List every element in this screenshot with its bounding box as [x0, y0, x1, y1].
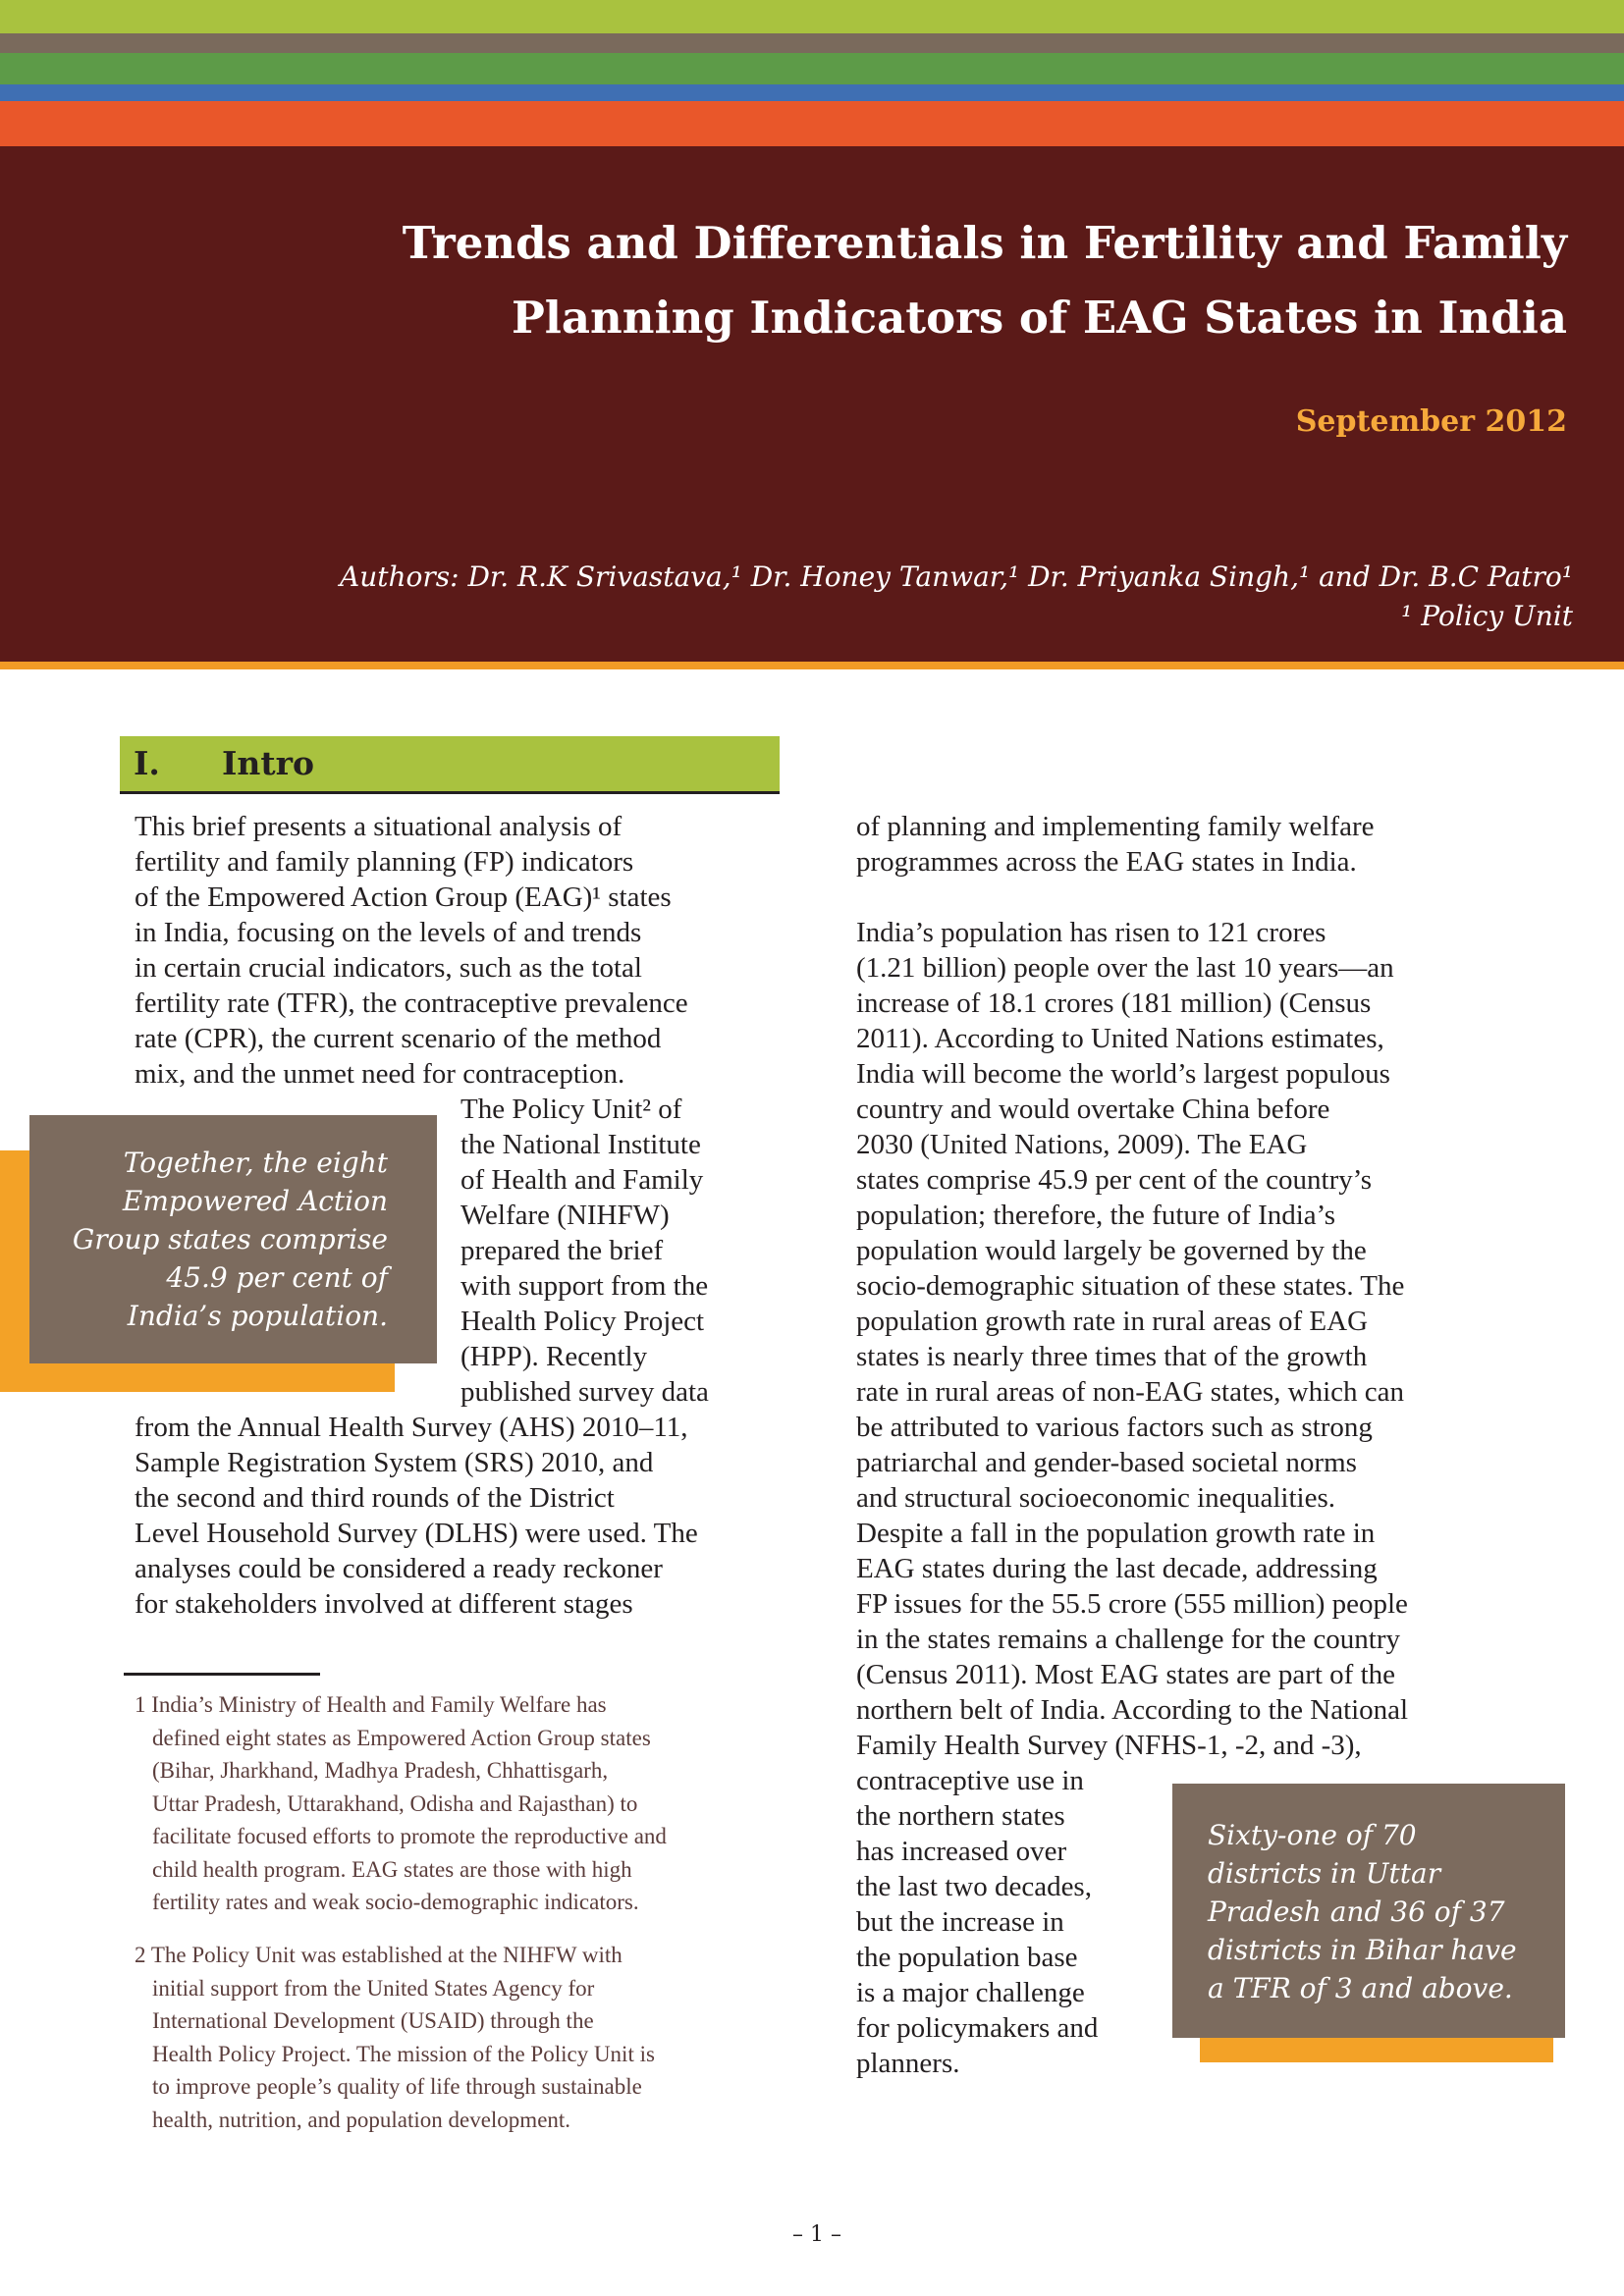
callout-right-line: districts in Uttar	[1208, 1857, 1441, 1890]
callout-left-line: Together, the eight	[123, 1147, 388, 1179]
authors-line: Authors: Dr. R.K Srivastava,¹ Dr. Honey Tanwar,¹ Dr. Priyanka Singh,¹ and Dr. B.C Patro¹	[339, 561, 1573, 593]
section-number: I.	[134, 744, 160, 782]
text-line: Health Policy Project	[460, 1306, 705, 1337]
text-line: population; therefore, the future of India’s	[856, 1200, 1336, 1231]
top-stripe-orange	[0, 101, 1624, 146]
section-heading	[120, 736, 780, 794]
text-line: for stakeholders involved at different stages	[135, 1588, 633, 1620]
text-line: in India, focusing on the levels of and trends	[135, 917, 642, 948]
text-line: 2030 (United Nations, 2009). The EAG	[856, 1129, 1308, 1160]
footnote-2	[135, 1939, 655, 2136]
text-line: the population base	[856, 1942, 1078, 1973]
text-line: and structural socioeconomic inequalities.	[856, 1482, 1336, 1514]
footnote-line: defined eight states as Empowered Action Group states	[152, 1725, 651, 1750]
text-line: in certain crucial indicators, such as the total	[135, 952, 642, 984]
text-line: FP issues for the 55.5 crore (555 million) people	[856, 1588, 1408, 1620]
top-stripe-brown	[0, 33, 1624, 53]
text-line: (HPP). Recently	[460, 1341, 648, 1372]
text-line: for policymakers and	[856, 2012, 1099, 2044]
text-line: 2011). According to United Nations estimates,	[856, 1023, 1384, 1054]
banner-divider	[0, 662, 1624, 669]
text-line: rate (CPR), the current scenario of the method	[135, 1023, 662, 1054]
text-line: Welfare (NIHFW)	[460, 1200, 670, 1231]
title-line-2: Planning Indicators of EAG States in India	[511, 292, 1567, 344]
text-line: from the Annual Health Survey (AHS) 2010–11,	[135, 1412, 688, 1443]
text-line: programmes across the EAG states in India.	[856, 846, 1357, 878]
callout-right-line: districts in Bihar have	[1208, 1934, 1517, 1966]
callout-left-line: India’s population.	[127, 1300, 388, 1332]
top-stripe-green-light	[0, 0, 1624, 33]
text-line: fertility and family planning (FP) indicators	[135, 846, 634, 878]
footnote-line: Uttar Pradesh, Uttarakhand, Odisha and Rajasthan) to	[152, 1790, 638, 1816]
text-line: India will become the world’s largest populous	[856, 1058, 1390, 1090]
top-stripe-blue	[0, 84, 1624, 101]
text-line: is a major challenge	[856, 1977, 1085, 2008]
text-line: contraceptive use in	[856, 1765, 1084, 1796]
text-line: be attributed to various factors such as strong	[856, 1412, 1373, 1443]
text-line: This brief presents a situational analysis of	[135, 811, 623, 842]
footnote-line: child health program. EAG states are those with high	[152, 1856, 632, 1882]
callout-right-line: Pradesh and 36 of 37	[1208, 1896, 1505, 1928]
text-line: in the states remains a challenge for the country	[856, 1624, 1401, 1655]
page-number: – 1 –	[792, 2222, 841, 2247]
callout-left	[29, 1115, 437, 1363]
footnote-line: (Bihar, Jharkhand, Madhya Pradesh, Chhattisgarh,	[152, 1758, 609, 1783]
callout-right-line: Sixty-one of 70	[1208, 1819, 1417, 1851]
text-line: published survey data	[460, 1376, 709, 1408]
intro-paragraph-1	[135, 809, 688, 1092]
text-line: the second and third rounds of the District	[135, 1482, 615, 1514]
text-line: states is nearly three times that of the growth	[856, 1341, 1368, 1372]
text-line: India’s population has risen to 121 crores	[856, 917, 1326, 948]
text-line: of the Empowered Action Group (EAG)¹ states	[135, 881, 672, 913]
text-line: the northern states	[856, 1800, 1065, 1832]
footnote-line: initial support from the United States Agency for	[152, 1975, 595, 2001]
callout-left-line: Empowered Action	[122, 1185, 388, 1217]
footnote-line: fertility rates and weak socio-demographic indicators.	[152, 1890, 639, 1914]
text-line: of planning and implementing family welfare	[856, 811, 1375, 842]
text-line: Family Health Survey (NFHS-1, -2, and -3),	[856, 1730, 1362, 1761]
text-line: EAG states during the last decade, addressing	[856, 1553, 1378, 1584]
footnote-line: health, nutrition, and population development.	[152, 2107, 571, 2132]
text-line: Level Household Survey (DLHS) were used. The	[135, 1518, 698, 1549]
text-line: increase of 18.1 crores (181 million) (Census	[856, 988, 1372, 1019]
text-line: rate in rural areas of non-EAG states, which can	[856, 1376, 1405, 1408]
callout-left-line: Group states comprise	[72, 1223, 388, 1255]
intro-paragraph-2-wrapped	[460, 1092, 709, 1410]
footnote-line: to improve people’s quality of life through sustainable	[152, 2074, 642, 2099]
col2-paragraph-1	[856, 809, 1374, 880]
footnote-line: Health Policy Project. The mission of the Policy Unit is	[152, 2041, 655, 2066]
text-line: population growth rate in rural areas of EAG	[856, 1306, 1369, 1337]
text-line: Sample Registration System (SRS) 2010, and	[135, 1447, 654, 1478]
text-line: Despite a fall in the population growth rate in	[856, 1518, 1376, 1549]
footnote-line: 2 The Policy Unit was established at the NIHFW with	[135, 1943, 623, 1967]
text-line: has increased over	[856, 1836, 1067, 1867]
text-line: northern belt of India. According to the National	[856, 1694, 1409, 1726]
col2-paragraph-2	[856, 915, 1408, 2081]
footnote-line: 1 India’s Ministry of Health and Family Welfare has	[135, 1692, 607, 1717]
text-line: analyses could be considered a ready reckoner	[135, 1553, 663, 1584]
text-line: (1.21 billion) people over the last 10 years—an	[856, 952, 1394, 984]
text-line: fertility rate (TFR), the contraceptive prevalence	[135, 988, 688, 1019]
callout-right-line: a TFR of 3 and above.	[1208, 1972, 1513, 2004]
title-line-1: Trends and Differentials in Fertility and Family	[402, 217, 1567, 269]
footnote-separator	[124, 1673, 320, 1676]
text-line: prepared the brief	[460, 1235, 664, 1266]
text-line: socio-demographic situation of these states. The	[856, 1270, 1405, 1302]
text-line: but the increase in	[856, 1906, 1064, 1938]
text-line: states comprise 45.9 per cent of the country’s	[856, 1164, 1373, 1196]
text-line: population would largely be governed by the	[856, 1235, 1367, 1266]
publication-date: September 2012	[1295, 404, 1567, 439]
text-line: the National Institute	[460, 1129, 701, 1160]
footnote-line: International Development (USAID) through the	[152, 2008, 594, 2033]
intro-paragraph-2	[135, 1410, 698, 1622]
text-line: patriarchal and gender-based societal norms	[856, 1447, 1357, 1478]
footnote-1	[135, 1688, 667, 1919]
text-line: the last two decades,	[856, 1871, 1092, 1902]
text-line: The Policy Unit² of	[460, 1094, 682, 1125]
text-line: with support from the	[460, 1270, 709, 1302]
section-title: Intro	[222, 744, 315, 782]
text-line: planners.	[856, 2048, 960, 2079]
document-title	[291, 206, 1567, 355]
affiliation-line: ¹ Policy Unit	[1401, 600, 1573, 632]
text-line: of Health and Family	[460, 1164, 704, 1196]
authors	[100, 558, 1573, 636]
text-line: (Census 2011). Most EAG states are part of the	[856, 1659, 1396, 1690]
footnote-line: facilitate focused efforts to promote the reproductive and	[152, 1824, 667, 1848]
text-line: mix, and the unmet need for contraception.	[135, 1058, 625, 1090]
top-stripe-green	[0, 53, 1624, 84]
text-line: country and would overtake China before	[856, 1094, 1330, 1125]
callout-left-line: 45.9 per cent of	[166, 1261, 388, 1294]
